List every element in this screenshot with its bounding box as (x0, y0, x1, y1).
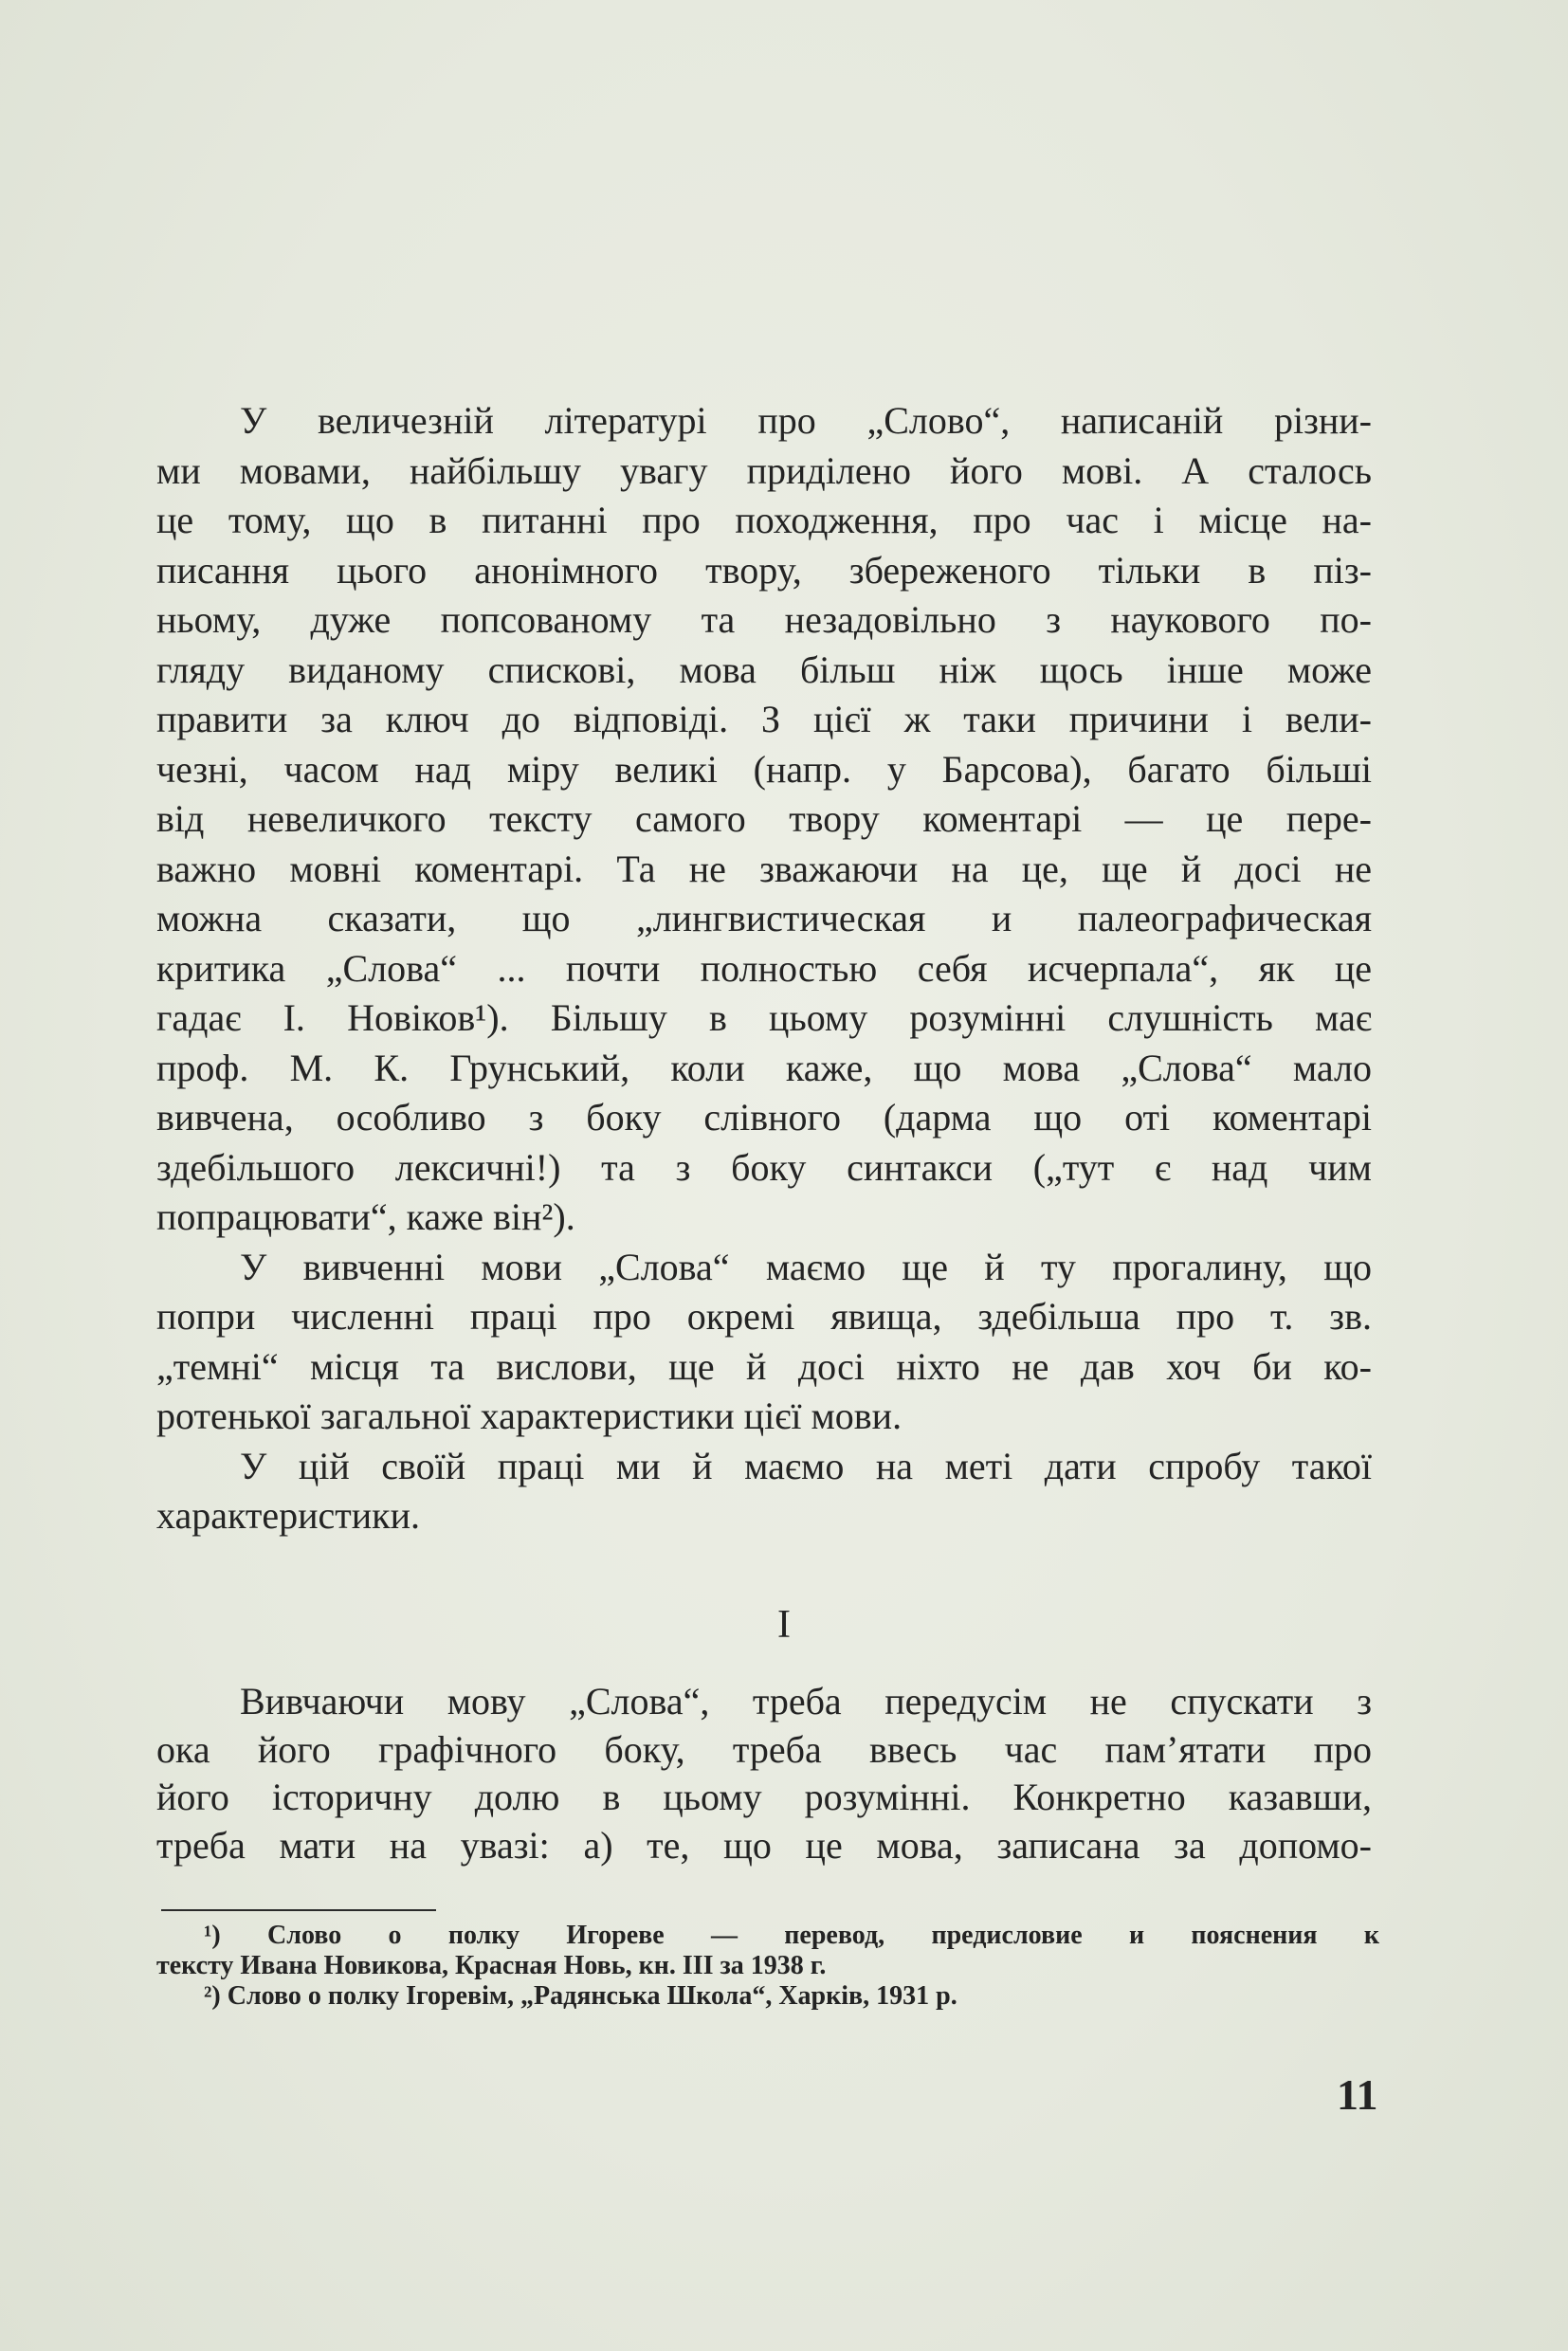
body-text-top (156, 396, 1372, 1541)
text-line: Вивчаючи мову „Слова“, треба передусім не спускати з (240, 1680, 1372, 1722)
text-line: попри численні праці про окремі явища, здебільша про т. зв. (156, 1295, 1372, 1338)
text-line: правити за ключ до відповіді. З цієї ж таки причини і вели- (156, 698, 1372, 740)
text-line: гадає І. Новіков¹). Більшу в цьому розумінні слушність має (156, 996, 1372, 1039)
text-line: У величезній літературі про „Слово“, написаній різни- (240, 399, 1372, 442)
text-line: У вивченні мови „Слова“ маємо ще й ту прогалину, що (240, 1245, 1372, 1288)
text-line: можна сказати, що „лингвистическая и палеографическая (156, 897, 1372, 939)
text-line: вивчена, особливо з боку слівного (дарма що оті коментарі (156, 1096, 1372, 1139)
footnote-line: ²) Слово о полку Ігоревім, „Радянська Школа“, Харків, 1931 р. (204, 1981, 957, 2011)
text-line: „темні“ місця та вислови, ще й досі ніхто не дав хоч би ко- (156, 1344, 1372, 1388)
text-line: попрацювати“, каже він²). (156, 1195, 575, 1238)
text-line: характеристики. (156, 1494, 421, 1537)
text-line: ока його графічного боку, треба ввесь час пам’ятати про (156, 1727, 1372, 1771)
text-line: писання цього анонімного твору, збереженого тільки в піз- (156, 548, 1372, 592)
text-line: треба мати на увазі: а) те, що це мова, записана за допомо- (156, 1823, 1372, 1867)
footnote-line: тексту Ивана Новикова, Красная Новь, кн. III за 1938 г. (156, 1951, 827, 1980)
footnotes (156, 1921, 1379, 2012)
text-line: від невеличкого тексту самого твору коментарі — це пере- (156, 797, 1372, 840)
text-line: здебільшого лексичні!) та з боку синтакси („тут є над чим (156, 1145, 1372, 1189)
text-line: ротенької загальної характеристики цієї мови. (156, 1394, 903, 1437)
text-line: ми мовами, найбільшу увагу приділено його мові. А сталось (156, 448, 1372, 492)
text-line: це тому, що в питанні про походження, про час і місце на- (156, 499, 1372, 541)
text-line: важно мовні коментарі. Та не зважаючи на це, ще й досі не (156, 847, 1372, 890)
page-number: 11 (1337, 2070, 1378, 2119)
footnote-line: ¹) Слово о полку Игореве — перевод, предисловие и пояснения к (204, 1921, 1379, 1950)
text-line: його історичну долю в цьому розумінні. Конкретно казавши, (156, 1776, 1372, 1818)
text-line: ньому, дуже попсованому та незадовільно з наукового по- (156, 598, 1372, 641)
footnote-divider (161, 1909, 436, 1911)
text-line: чезні, часом над міру великі (напр. у Барсова), багато більші (156, 747, 1372, 791)
text-line: гляду виданому спискові, мова більш ніж щось інше може (156, 647, 1372, 691)
text-line: критика „Слова“ ... почти полностью себя исчерпала“, як це (156, 946, 1372, 990)
text-line: проф. М. К. Грунський, коли каже, що мова „Слова“ мало (156, 1046, 1372, 1089)
text-line: У цій своїй праці ми й маємо на меті дати спробу такої (240, 1444, 1372, 1487)
section-heading: I (777, 1603, 791, 1647)
body-text-section (156, 1678, 1372, 1869)
